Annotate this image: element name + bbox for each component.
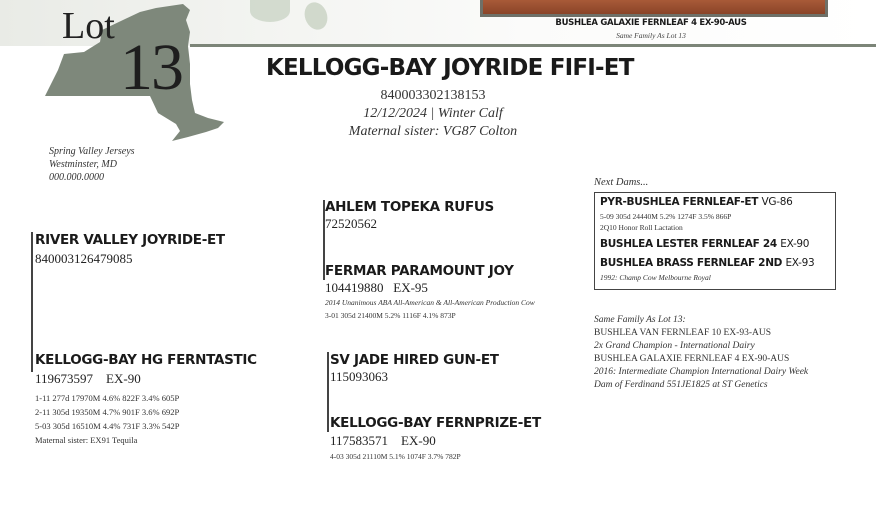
dam-name: KELLOGG-BAY HG FERNTASTIC bbox=[35, 352, 257, 368]
sire-sire-name: AHLEM TOPEKA RUFUS bbox=[325, 199, 494, 215]
next-dam-3-score: EX-93 bbox=[785, 257, 815, 269]
consignor-name: Spring Valley Jerseys bbox=[49, 146, 135, 157]
next-dam-2-line bbox=[600, 238, 809, 250]
dam-sire-id: 115093063 bbox=[330, 369, 389, 384]
sire-dam-record: 3-01 305d 21400M 5.2% 1116F 4.1% 873P bbox=[325, 311, 456, 320]
lot-number: 13 bbox=[120, 31, 182, 104]
next-dam-1-name: PYR-BUSHLEA FERNLEAF-ET bbox=[600, 196, 759, 208]
top-photo-caption: BUSHLEA GALAXIE FERNLEAF 4 EX-90-AUS bbox=[555, 18, 747, 28]
cow-photo-frame bbox=[480, 0, 828, 17]
dam-dam-id-line bbox=[330, 433, 436, 449]
next-dam-3-line bbox=[600, 257, 814, 269]
dam-id-line bbox=[35, 371, 141, 387]
top-photo-subcaption: Same Family As Lot 13 bbox=[616, 31, 686, 40]
next-dam-2-name: BUSHLEA LESTER FERNLEAF 24 bbox=[600, 238, 777, 250]
sire-id: 840003126479085 bbox=[35, 251, 133, 266]
dam-sire-name: SV JADE HIRED GUN-ET bbox=[330, 352, 499, 368]
sire-dam-id: 104419880 bbox=[325, 280, 384, 295]
pedigree-bracket-left bbox=[31, 232, 33, 372]
sire-dam-id-line bbox=[325, 280, 428, 296]
dam-record-1: 1-11 277d 17970M 4.6% 822F 3.4% 605P bbox=[35, 393, 180, 403]
dam-maternal-sister: Maternal sister: EX91 Tequila bbox=[35, 435, 138, 445]
dam-record-2: 2-11 305d 19350M 4.7% 901F 3.6% 692P bbox=[35, 407, 180, 417]
next-dam-1-record: 5-09 305d 24440M 5.2% 1274F 3.5% 866P bbox=[600, 212, 732, 221]
sire-dam-name: FERMAR PARAMOUNT JOY bbox=[325, 263, 514, 279]
dam-id: 119673597 bbox=[35, 371, 94, 386]
pedigree-bracket-dam bbox=[327, 352, 329, 432]
dam-record-3: 5-03 305d 16510M 4.4% 731F 3.3% 542P bbox=[35, 421, 180, 431]
maternal-sister: Maternal sister: VG87 Colton bbox=[348, 124, 518, 139]
next-dam-3-note: 1992: Champ Cow Melbourne Royal bbox=[600, 273, 711, 282]
next-dams-heading: Next Dams... bbox=[594, 177, 649, 188]
birth-info: 12/12/2024 | Winter Calf bbox=[363, 106, 503, 121]
lot-label: Lot bbox=[62, 5, 115, 47]
sire-name: RIVER VALLEY JOYRIDE-ET bbox=[35, 232, 225, 248]
dam-dam-name: KELLOGG-BAY FERNPRIZE-ET bbox=[330, 415, 541, 431]
sire-sire-id: 72520562 bbox=[325, 216, 377, 231]
next-dam-1-line bbox=[600, 196, 792, 208]
family-heading: Same Family As Lot 13: bbox=[594, 315, 686, 325]
dam-score: EX-90 bbox=[106, 371, 141, 386]
sire-dam-note: 2014 Unanimous ABA All-American & All-American Production Cow bbox=[325, 298, 535, 307]
dam-dam-score: EX-90 bbox=[401, 433, 436, 448]
family-line-4: 2016: Intermediate Champion International Dairy Week bbox=[594, 367, 809, 377]
next-dams-box bbox=[594, 192, 836, 290]
consignor-phone: 000.000.0000 bbox=[49, 172, 104, 183]
next-dam-3-name: BUSHLEA BRASS FERNLEAF 2ND bbox=[600, 257, 783, 269]
dam-dam-id: 117583571 bbox=[330, 433, 389, 448]
header-rule bbox=[190, 44, 876, 47]
family-line-2: 2x Grand Champion - International Dairy bbox=[594, 341, 755, 351]
family-line-5: Dam of Ferdinand 551JE1825 at ST Genetics bbox=[594, 380, 768, 390]
leaf-decoration bbox=[250, 0, 290, 22]
family-line-1: BUSHLEA VAN FERNLEAF 10 EX-93-AUS bbox=[594, 328, 771, 338]
next-dam-1-score: VG-86 bbox=[761, 196, 793, 208]
lot-title: KELLOGG-BAY JOYRIDE FIFI-ET bbox=[266, 55, 634, 81]
registration-number: 840003302138153 bbox=[380, 88, 486, 103]
next-dam-1-honor: 2Q10 Honor Roll Lactation bbox=[600, 223, 683, 232]
dam-dam-record: 4-03 305d 21110M 5.1% 1074F 3.7% 782P bbox=[330, 452, 461, 461]
next-dam-2-score: EX-90 bbox=[780, 238, 810, 250]
family-line-3: BUSHLEA GALAXIE FERNLEAF 4 EX-90-AUS bbox=[594, 354, 790, 364]
consignor-location: Westminster, MD bbox=[49, 159, 117, 170]
sire-dam-score: EX-95 bbox=[393, 280, 428, 295]
